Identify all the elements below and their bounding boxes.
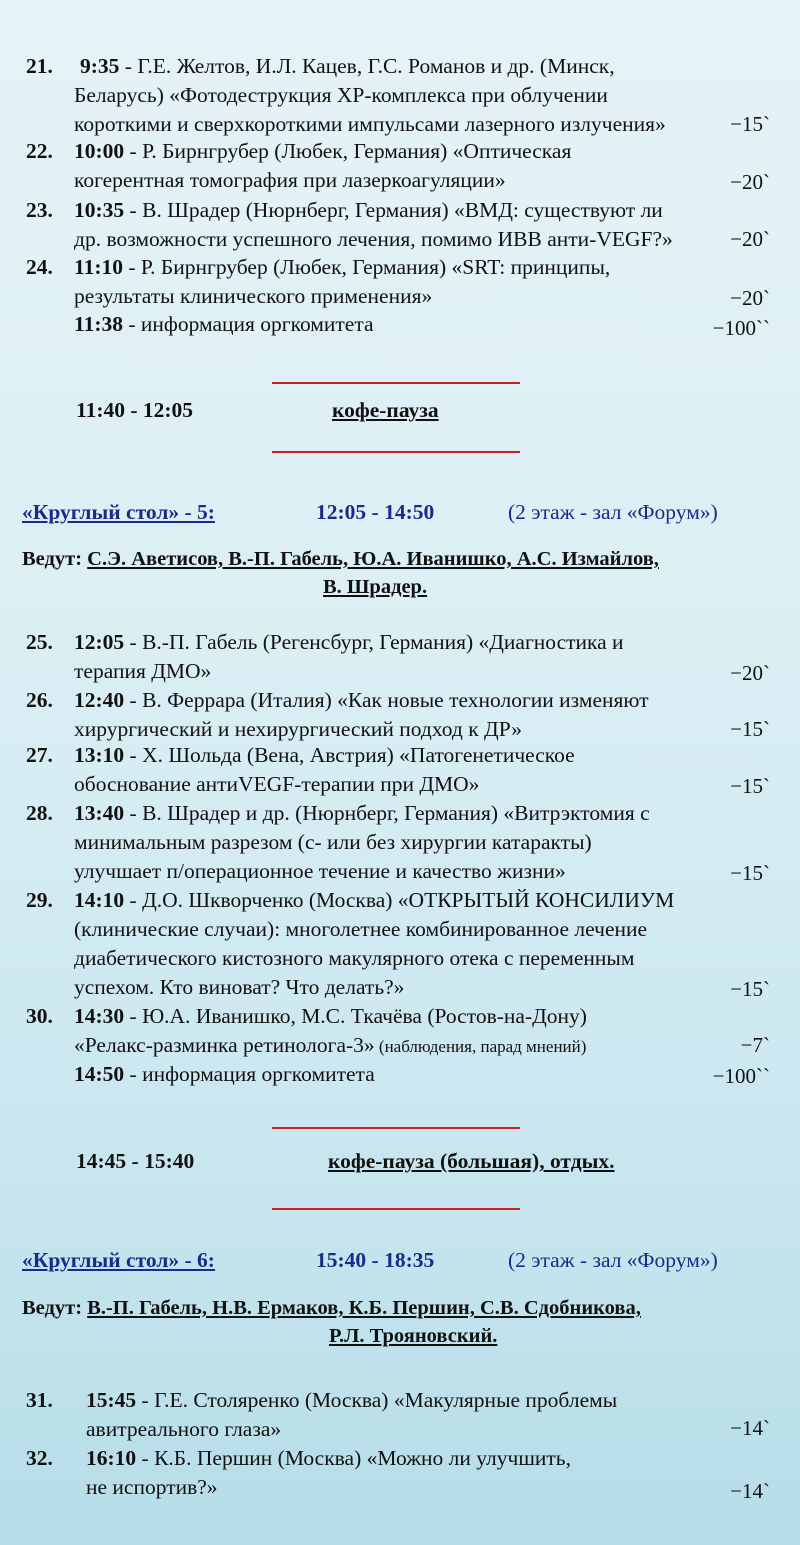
item-text-line: - Р. Бирнгрубер (Любек, Германия) «Оптическая [124, 139, 572, 163]
moderators-label: Ведут: [22, 1297, 83, 1319]
section-room: (2 этаж - зал «Форум») [508, 1248, 718, 1272]
section-title: «Круглый стол» - 5: [22, 500, 215, 524]
divider-line [272, 1208, 520, 1210]
item-duration: −15` [730, 717, 770, 741]
item-text-line: диабетического кистозного макулярного отека с переменным [74, 946, 635, 970]
break-time: 11:40 - 12:05 [76, 398, 194, 422]
item-duration: −7` [740, 1033, 770, 1057]
coffee-break [76, 1149, 615, 1174]
item-text-line: Беларусь) «Фотодеструкция ХР-комплекса при облучении [74, 83, 608, 107]
section-time: 15:40 - 18:35 [316, 1248, 435, 1272]
item-time: 13:10 [74, 743, 125, 767]
item-time: 10:00 [74, 139, 125, 163]
break-label: кофе-пауза (большая), отдых. [328, 1149, 615, 1173]
item-time: 11:10 [74, 255, 123, 279]
divider-line [272, 451, 520, 453]
item-number: 29. [26, 888, 53, 912]
item-text-line: не испортив?» [86, 1475, 218, 1499]
item-text-line: когерентная томография при лазеркоагуляции» [74, 168, 506, 192]
info-duration: −100`` [712, 316, 770, 340]
item-text-line: - Г.Е. Желтов, И.Л. Кацев, Г.С. Романов и др. (Минск, [119, 54, 615, 78]
item-number: 31. [26, 1388, 53, 1412]
item-number: 25. [26, 630, 53, 654]
section-time: 12:05 - 14:50 [316, 500, 435, 524]
info-duration: −100`` [712, 1064, 770, 1088]
item-number: 30. [26, 1004, 53, 1028]
moderators-names: С.Э. Аветисов, В.-П. Габель, Ю.А. Иванишко, А.С. Измайлов, [87, 548, 659, 570]
item-number: 26. [26, 688, 53, 712]
item-duration: −20` [730, 227, 770, 251]
item-time: 13:40 [74, 801, 125, 825]
item-text-line: обоснование антиVEGF-терапии при ДМО» [74, 772, 480, 796]
item-time: 10:35 [74, 198, 125, 222]
section-room: (2 этаж - зал «Форум») [508, 500, 718, 524]
break-time: 14:45 - 15:40 [76, 1149, 195, 1173]
item-number: 23. [26, 198, 53, 222]
item-time: 14:30 [74, 1004, 125, 1028]
info-time: 14:50 [74, 1062, 125, 1086]
moderators-label: Ведут: [22, 548, 83, 570]
item-time: 12:40 [74, 688, 125, 712]
info-text: - информация оргкомитета [124, 1062, 375, 1086]
moderators-names-cont: В. Шрадер. [323, 576, 428, 598]
item-text-line: - В. Шрадер (Нюрнберг, Германия) «ВМД: существуют ли [124, 198, 663, 222]
item-duration: −20` [730, 661, 770, 685]
divider-line [272, 1127, 520, 1129]
item-note: (наблюдения, парад мнений) [374, 1037, 587, 1056]
coffee-break [76, 398, 439, 423]
item-text-line: др. возможности успешного лечения, помимо ИВВ анти-VEGF?» [74, 227, 673, 251]
item-text-line: минимальным разрезом (с- или без хирургии катаракты) [74, 830, 592, 854]
item-text-line: (клинические случаи): многолетнее комбинированное лечение [74, 917, 648, 941]
moderators [22, 548, 659, 571]
item-time: 15:45 [86, 1388, 137, 1412]
item-number: 27. [26, 743, 53, 767]
item-text-line: хирургический и нехирургический подход к ДР» [74, 717, 522, 741]
item-text-line: «Релакс-разминка ретинолога-3» [74, 1033, 375, 1057]
item-number: 24. [26, 255, 53, 279]
item-number: 28. [26, 801, 53, 825]
item-text-line: - Г.Е. Столяренко (Москва) «Макулярные проблемы [136, 1388, 618, 1412]
item-text-line: авитреального глаза» [86, 1417, 282, 1441]
item-duration: −14` [730, 1479, 770, 1503]
item-number: 32. [26, 1446, 53, 1470]
break-label: кофе-пауза [332, 398, 439, 422]
item-text-line: короткими и сверхкороткими импульсами лазерного излучения» [74, 112, 666, 136]
item-text-line: улучшает п/операционное течение и качество жизни» [74, 859, 566, 883]
item-text-line: - Д.О. Шкворченко (Москва) «ОТКРЫТЫЙ КОНСИЛИУМ [124, 888, 675, 912]
item-text-line: - Р. Бирнгрубер (Любек, Германия) «SRT: принципы, [122, 255, 611, 279]
item-time: 9:35 [80, 54, 120, 78]
info-text: - информация оргкомитета [122, 312, 374, 336]
moderators [22, 1297, 641, 1320]
moderators-names-cont: Р.Л. Трояновский. [329, 1325, 498, 1347]
item-duration: −15` [730, 861, 770, 885]
item-number: 22. [26, 139, 53, 163]
item-text-line: успехом. Кто виноват? Что делать?» [74, 975, 405, 999]
item-text-line: - К.Б. Першин (Москва) «Можно ли улучшить, [136, 1446, 571, 1470]
item-number: 21. [26, 54, 53, 78]
item-duration: −14` [730, 1416, 770, 1440]
item-text-line: - В. Шрадер и др. (Нюрнберг, Германия) «Витрэктомия с [124, 801, 650, 825]
item-time: 16:10 [86, 1446, 137, 1470]
item-duration: −15` [730, 774, 770, 798]
item-text-line: результаты клинического применения» [74, 284, 433, 308]
item-text-line: - Ю.А. Иванишко, М.С. Ткачёва (Ростов-на-Дону) [124, 1004, 587, 1028]
item-duration: −20` [730, 170, 770, 194]
item-text-line: терапия ДМО» [74, 659, 212, 683]
item-time: 14:10 [74, 888, 125, 912]
item-time: 12:05 [74, 630, 125, 654]
divider-line [272, 382, 520, 384]
item-duration: −15` [730, 112, 770, 136]
item-duration: −20` [730, 286, 770, 310]
info-time: 11:38 [74, 312, 123, 336]
item-text-line: - В.-П. Габель (Регенсбург, Германия) «Диагностика и [124, 630, 624, 654]
item-text-line: - Х. Шольда (Вена, Австрия) «Патогенетическое [124, 743, 575, 767]
item-text-line: - В. Феррара (Италия) «Как новые технологии изменяют [124, 688, 649, 712]
section-title: «Круглый стол» - 6: [22, 1248, 215, 1272]
moderators-names: В.-П. Габель, Н.В. Ермаков, К.Б. Першин, С.В. Сдобникова, [87, 1297, 641, 1319]
item-duration: −15` [730, 977, 770, 1001]
